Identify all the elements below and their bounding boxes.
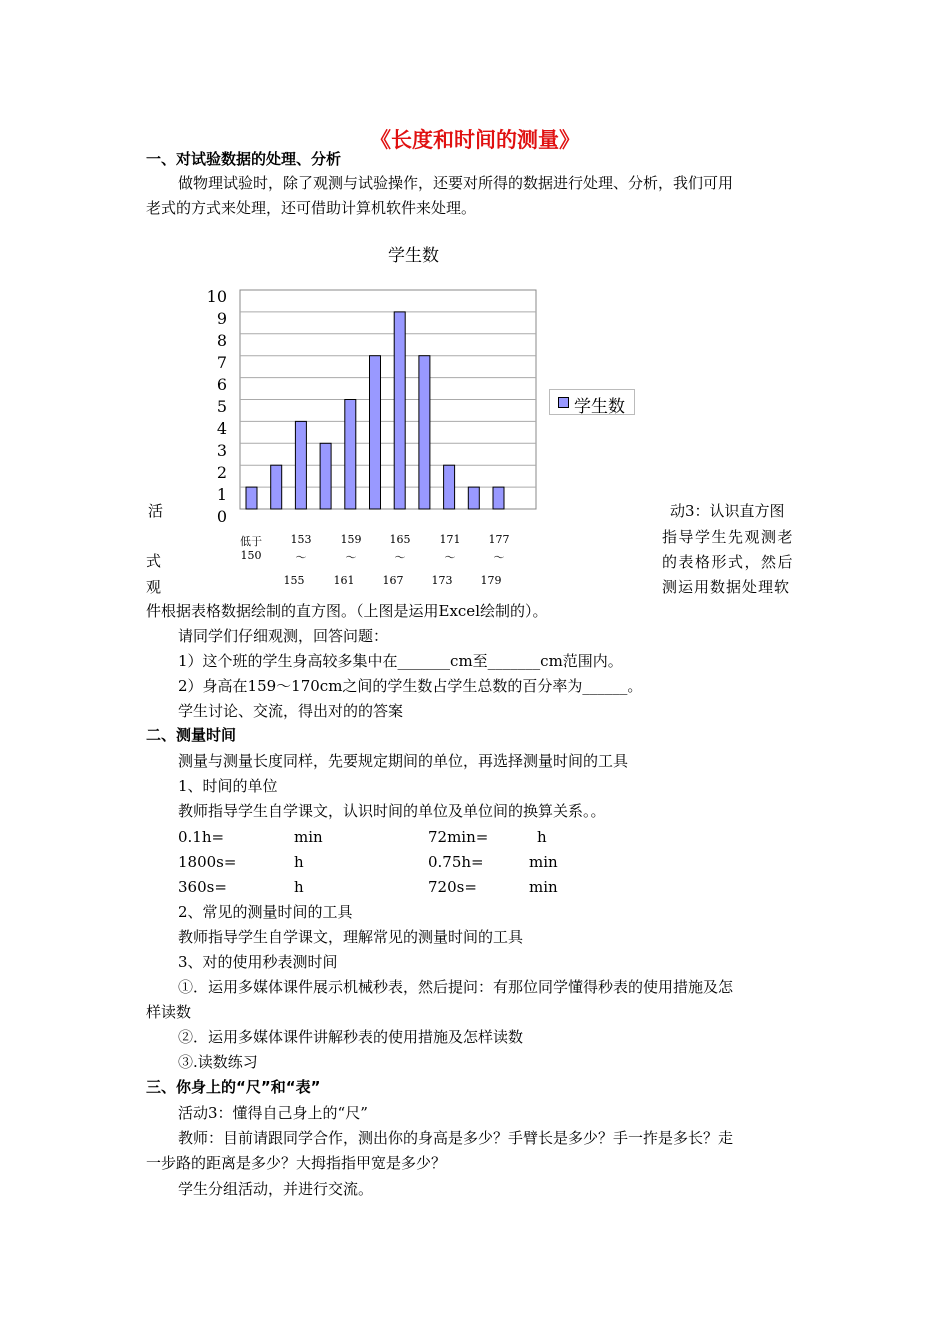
section3-line2a: 教师：目前请跟同学合作，测出你的身高是多少？手臂长是多少？手一拃是多长？走 [178,1129,734,1147]
y-tick-label: 10 [206,287,227,306]
x-tick-label: 161 [333,574,355,587]
side-left-3: 观 [146,578,162,596]
section2-line2: 1、时间的单位 [178,777,278,795]
x-tick-label: ～ [345,551,357,564]
side-right-1: 动3：认识直方图 [670,502,785,520]
x-tick-label: 177 [488,533,510,546]
side-right-2: 指导学生先观测老 [662,528,795,546]
conversion-cell: h [537,828,547,846]
section2-line7a: ①．运用多媒体课件展示机械秒表，然后提问：有那位同学懂得秒表的使用措施及怎 [178,978,734,996]
y-tick-label: 3 [216,441,227,460]
document-title: 《长度和时间的测量》 [370,128,580,152]
x-tick-label: 167 [382,574,404,587]
section2-heading: 二、测量时间 [146,726,237,744]
y-tick-label: 1 [216,485,227,504]
conversion-cell: h [294,878,304,896]
bar [320,443,331,509]
conversion-cell: h [294,853,304,871]
x-tick-label: 低于 [240,535,262,548]
section2-line5: 教师指导学生自学课文，理解常见的测量时间的工具 [178,928,524,946]
conversion-cell: 0.75h= [428,853,484,871]
section2-line4: 2、常见的测量时间的工具 [178,903,353,921]
x-tick-label: 165 [389,533,411,546]
chart-legend [549,389,635,415]
question-1: 1）这个班的学生身高较多集中在_______cm至_______cm范围内。 [178,652,623,670]
x-tick-label: 173 [431,574,453,587]
bar [370,356,381,509]
conversion-cell: 0.1h= [178,828,225,846]
x-tick-label: ～ [444,551,456,564]
y-tick-label: 2 [216,463,227,482]
section2-line3: 教师指导学生自学课文，认识时间的单位及单位间的换算关系。。 [178,802,606,820]
chart-title: 学生数 [388,246,439,266]
section2-line8: ②．运用多媒体课件讲解秒表的使用措施及怎样读数 [178,1028,524,1046]
section1-para-line2: 老式的方式来处理，还可借助计算机软件来处理。 [146,199,477,217]
section3-line1: 活动3：懂得自己身上的“尺” [178,1104,368,1122]
legend-label: 学生数 [574,397,625,417]
after-chart-line3: 学生讨论、交流，得出对的的答案 [178,702,404,720]
bar [419,356,430,509]
bar [394,312,405,509]
bar [246,487,257,509]
section1-para-line1: 做物理试验时，除了观测与试验操作，还要对所得的数据进行处理、分析，我们可用 [178,174,734,192]
bar [468,487,479,509]
y-tick-label: 9 [216,309,227,328]
section2-line7b: 样读数 [146,1003,192,1021]
section2-line1: 测量与测量长度同样，先要规定期间的单位，再选择测量时间的工具 [178,752,629,770]
bar [295,421,306,509]
bar [271,465,282,509]
after-chart-line1: 件根据表格数据绘制的直方图。（上图是运用Excel绘制的）。 [146,602,548,620]
section2-line9: ③.读数练习 [178,1053,258,1071]
question-2: 2）身高在159～170cm之间的学生数占学生总数的百分率为______。 [178,677,643,695]
y-tick-label: 8 [216,331,227,350]
bar [345,400,356,510]
y-tick-label: 6 [216,375,227,394]
conversion-cell: min [529,878,558,896]
y-tick-label: 7 [216,353,227,372]
y-tick-label: 5 [216,397,227,416]
side-left-1: 活 [148,502,164,520]
section3-heading: 三、你身上的“尺”和“表” [146,1078,321,1096]
x-tick-label: 179 [480,574,502,587]
section1-heading: 一、对试验数据的处理、分析 [146,150,342,168]
x-tick-label: ～ [394,551,406,564]
histogram-chart [0,0,950,620]
bar [444,465,455,509]
y-tick-label: 4 [216,419,227,438]
side-left-2: 式 [146,552,162,570]
x-tick-label: ～ [295,551,307,564]
conversion-cell: min [294,828,323,846]
bar [493,487,504,509]
conversion-cell: 72min= [428,828,489,846]
side-right-4: 测运用数据处理软 [662,578,791,596]
conversion-cell: 720s= [428,878,477,896]
section2-line6: 3、对的使用秒表测时间 [178,953,338,971]
x-tick-label: 171 [439,533,461,546]
section3-line3: 学生分组活动，并进行交流。 [178,1180,374,1198]
x-tick-label: ～ [493,551,505,564]
x-tick-label: 153 [290,533,312,546]
legend-swatch [558,397,569,408]
x-tick-label: 155 [283,574,305,587]
x-tick-label: 150 [240,549,262,562]
conversion-cell: 1800s= [178,853,237,871]
after-chart-line2: 请同学们仔细观测，回答问题： [178,627,389,645]
side-right-3: 的表格形式，然后 [662,553,795,571]
x-tick-label: 159 [340,533,362,546]
conversion-cell: min [529,853,558,871]
y-tick-label: 0 [216,507,227,526]
conversion-cell: 360s= [178,878,227,896]
section3-line2b: 一步路的距离是多少？大拇指指甲宽是多少？ [146,1154,447,1172]
